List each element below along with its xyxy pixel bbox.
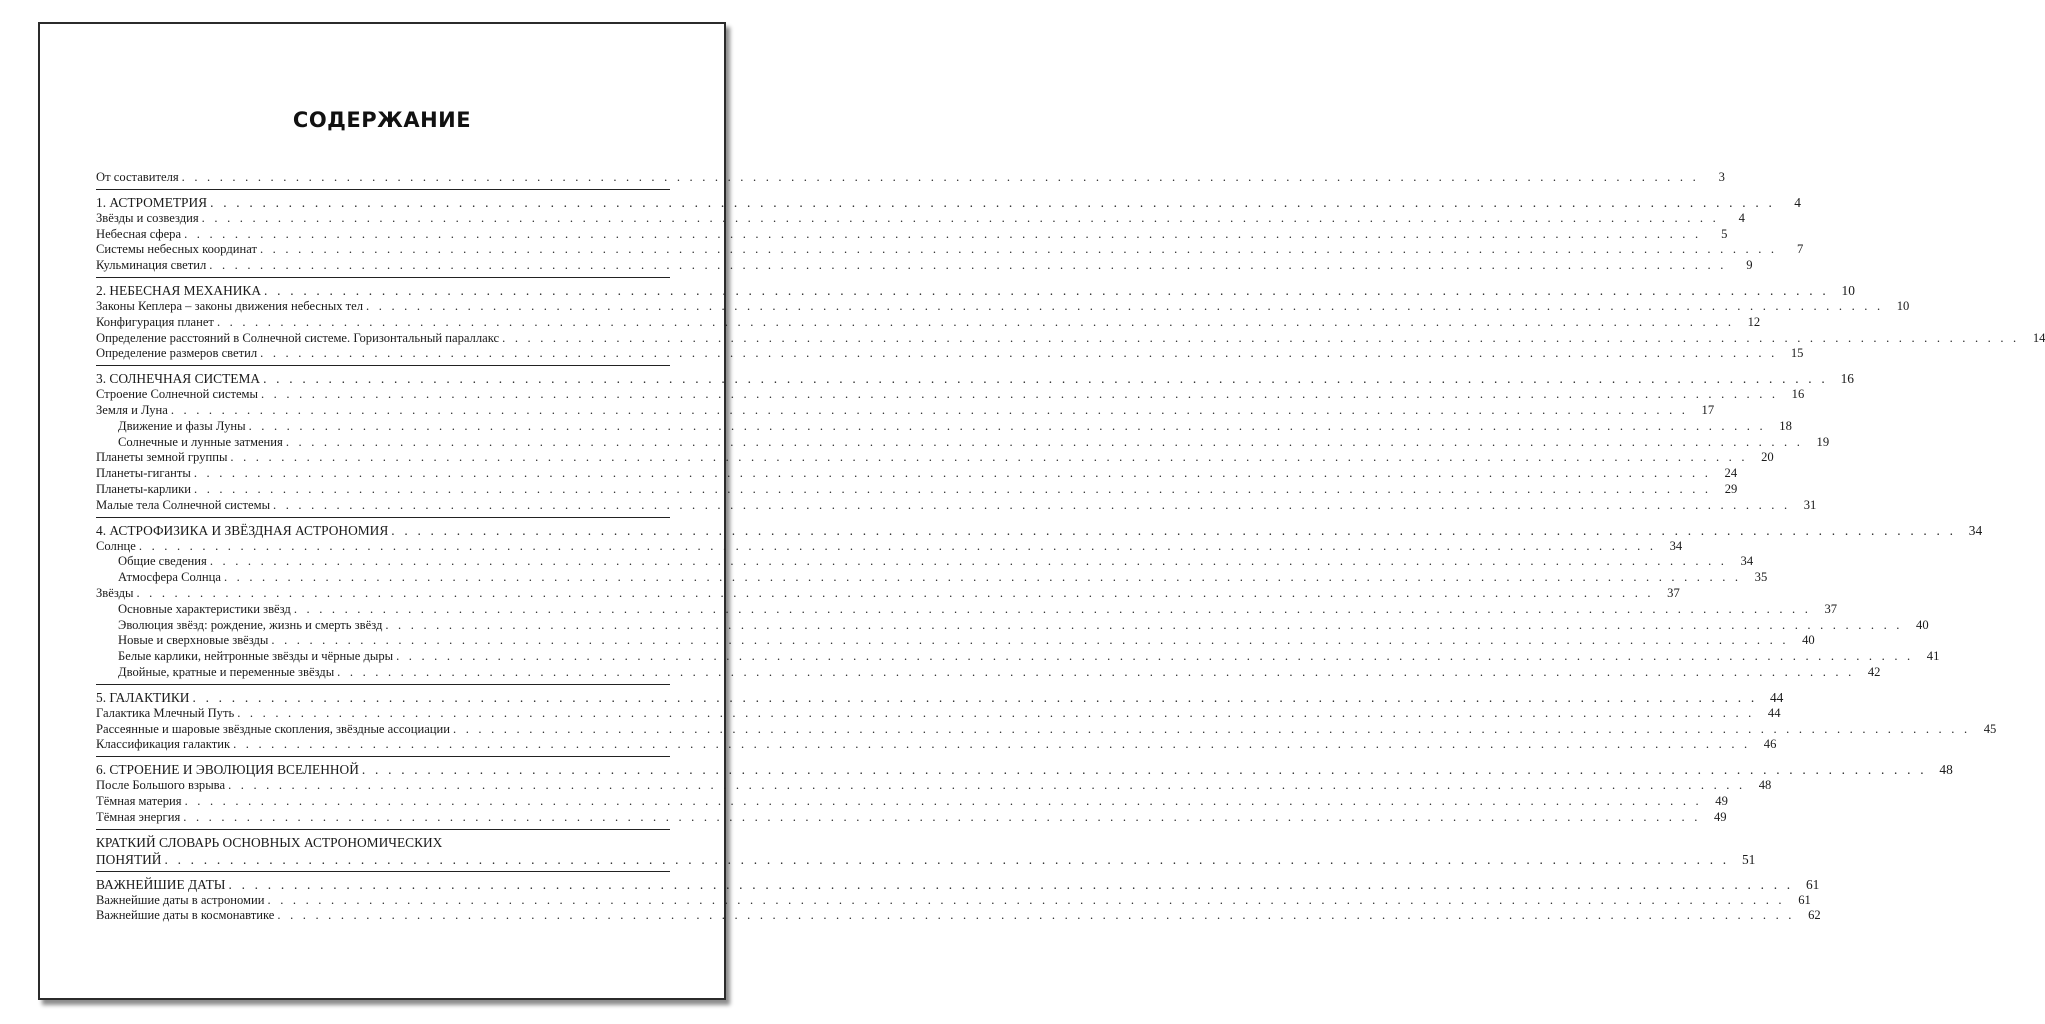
- toc-page-number: 42: [1867, 664, 1881, 679]
- document-page: [38, 22, 2045, 1000]
- toc-entry: [96, 402, 1715, 419]
- toc-entry: [96, 466, 1738, 482]
- toc-entry-label: ПОНЯТИЙ: [96, 851, 162, 867]
- toc-entry: [96, 258, 1753, 274]
- toc-entry: [96, 705, 1781, 722]
- toc-entry: [96, 170, 1725, 186]
- toc-page-number: 44: [1769, 689, 1784, 705]
- toc-page-number: 5: [1721, 226, 1728, 241]
- dot-leader: . . . . . . . . . . . . . . . . . . . . . . . . . . . . . . . . . . . . . . . . . . . . . . . . . . . . . . . . . . . . . . . . . . . . . . . . . . . . . . . . . . . . . . . . . . . . . . . . . . . . . . . . . . . . . . . . . . . . . . . .: [361, 762, 1927, 778]
- toc-page-number: 9: [1746, 258, 1753, 273]
- dot-leader: . . . . . . . . . . . . . . . . . . . . . . . . . . . . . . . . . . . . . . . . . . . . . . . . . . . . . . . . . . . . . . . . . . . . . . . . . . . . . . . . . . . . . . . . . . . . . . . . . . . . . . . . . . . . . . . . . . . . . . . .: [248, 418, 1766, 433]
- dot-leader: . . . . . . . . . . . . . . . . . . . . . . . . . . . . . . . . . . . . . . . . . . . . . . . . . . . . . . . . . . . . . . . . . . . . . . . . . . . . . . . . . . . . . . . . . . . . . . . . . . . . . . . . . . . . . . . . . . . . . . . .: [396, 649, 1914, 664]
- toc-entry: [96, 908, 1821, 924]
- toc-entry-label: Важнейшие даты в космонавтике: [96, 908, 275, 923]
- dot-leader: . . . . . . . . . . . . . . . . . . . . . . . . . . . . . . . . . . . . . . . . . . . . . . . . . . . . . . . . . . . . . . . . . . . . . . . . . . . . . . . . . . . . . . . . . . . . . . . . . . . . . . . . . . . . . . . . . . . . . . . .: [233, 737, 1751, 752]
- toc-entry-label: Новые и сверхновые звёзды: [118, 633, 269, 648]
- toc-page-number: 61: [1798, 892, 1811, 907]
- dot-leader: . . . . . . . . . . . . . . . . . . . . . . . . . . . . . . . . . . . . . . . . . . . . . . . . . . . . . . . . . . . . . . . . . . . . . . . . . . . . . . . . . . . . . . . . . . . . . . . . . . . . . . . . . . . . . . . . . . . . . . . .: [192, 689, 1758, 705]
- toc-entry-label: Системы небесных координат: [96, 242, 257, 257]
- toc-page-number: 31: [1803, 497, 1817, 512]
- toc-entry: [96, 617, 1929, 634]
- dot-leader: . . . . . . . . . . . . . . . . . . . . . . . . . . . . . . . . . . . . . . . . . . . . . . . . . . . . . . . . . . . . . . . . . . . . . . . . . . . . . . . . . . . . . . . . . . . . . . . . . . . . . . . . . . . . . . . . . . . . . . . .: [184, 793, 1702, 808]
- toc-entry: [96, 434, 1830, 451]
- toc-entry: [96, 210, 1745, 227]
- toc-section: [96, 876, 1821, 928]
- toc-section: [96, 522, 1983, 685]
- toc-entry-label: ВАЖНЕЙШИЕ ДАТЫ: [96, 876, 226, 892]
- dot-leader: . . . . . . . . . . . . . . . . . . . . . . . . . . . . . . . . . . . . . . . . . . . . . . . . . . . . . . . . . . . . . . . . . . . . . . . . . . . . . . . . . . . . . . . . . . . . . . . . . . . . . . . . . . . . . . . . . . . . . . . .: [181, 170, 1699, 184]
- toc-heading-entry: [96, 876, 1820, 893]
- toc-entry: [96, 538, 1683, 555]
- toc-entry-label: Солнце: [96, 538, 136, 553]
- toc-page-number: 37: [1824, 601, 1838, 616]
- toc-entry: [96, 721, 1997, 738]
- dot-leader: . . . . . . . . . . . . . . . . . . . . . . . . . . . . . . . . . . . . . . . . . . . . . . . . . . . . . . . . . . . . . . . . . . . . . . . . . . . . . . . . . . . . . . . . . . . . . . . . . . . . . . . . . . . . . . . . . . . . . . . .: [170, 402, 1689, 417]
- toc-entry: [96, 481, 1738, 498]
- toc-entry: [96, 809, 1727, 826]
- toc-page-number: 34: [1669, 538, 1683, 553]
- dot-leader: . . . . . . . . . . . . . . . . . . . . . . . . . . . . . . . . . . . . . . . . . . . . . . . . . . . . . . . . . . . . . . . . . . . . . . . . . . . . . . . . . . . . . . . . . . . . . . . . . . . . . . . . . . . . . . . . . . . . . . . .: [209, 258, 1727, 273]
- toc-page-number: 18: [1779, 418, 1792, 433]
- table-of-contents: [96, 170, 2045, 931]
- toc-page-number: 16: [1791, 387, 1805, 402]
- toc-entry: [96, 330, 2045, 347]
- toc-page-number: 14: [2032, 330, 2045, 345]
- dot-leader: . . . . . . . . . . . . . . . . . . . . . . . . . . . . . . . . . . . . . . . . . . . . . . . . . . . . . . . . . . . . . . . . . . . . . . . . . . . . . . . . . . . . . . . . . . . . . . . . . . . . . . . . . . . . . . . . . . . . . . . .: [366, 298, 1884, 313]
- toc-heading-entry: [96, 370, 1854, 387]
- toc-page-number: 4: [1794, 194, 1801, 210]
- toc-entry-label: Солнечные и лунные затмения: [118, 434, 283, 449]
- toc-entry: [96, 585, 1680, 602]
- dot-leader: . . . . . . . . . . . . . . . . . . . . . . . . . . . . . . . . . . . . . . . . . . . . . . . . . . . . . . . . . . . . . . . . . . . . . . . . . . . . . . . . . . . . . . . . . . . . . . . . . . . . . . . . . . . . . . . . . . . . . . . .: [271, 633, 1789, 648]
- dot-leader: . . . . . . . . . . . . . . . . . . . . . . . . . . . . . . . . . . . . . . . . . . . . . . . . . . . . . . . . . . . . . . . . . . . . . . . . . . . . . . . . . . . . . . . . . . . . . . . . . . . . . . . . . . . . . . . . . . . . . . . .: [216, 314, 1735, 329]
- toc-entry-label: Важнейшие даты в астрономии: [96, 892, 265, 907]
- toc-entry: [96, 226, 1728, 243]
- toc-page-number: 44: [1767, 705, 1781, 720]
- toc-page-number: 34: [1740, 554, 1754, 569]
- dot-leader: . . . . . . . . . . . . . . . . . . . . . . . . . . . . . . . . . . . . . . . . . . . . . . . . . . . . . . . . . . . . . . . . . . . . . . . . . . . . . . . . . . . . . . . . . . . . . . . . . . . . . . . . . . . . . . . . . . . . . . . .: [264, 282, 1829, 298]
- toc-section: [96, 282, 2045, 366]
- toc-heading-entry: [96, 761, 1953, 778]
- dot-leader: . . . . . . . . . . . . . . . . . . . . . . . . . . . . . . . . . . . . . . . . . . . . . . . . . . . . . . . . . . . . . . . . . . . . . . . . . . . . . . . . . . . . . . . . . . . . . . . . . . . . . . . . . . . . . . . . . . . . . . . .: [228, 778, 1746, 793]
- toc-section: [96, 761, 1953, 829]
- toc-page-number: 49: [1715, 793, 1728, 808]
- dot-leader: . . . . . . . . . . . . . . . . . . . . . . . . . . . . . . . . . . . . . . . . . . . . . . . . . . . . . . . . . . . . . . . . . . . . . . . . . . . . . . . . . . . . . . . . . . . . . . . . . . . . . . . . . . . . . . . . . . . . . . . .: [183, 809, 1701, 824]
- toc-entry-label: Планеты-карлики: [96, 481, 191, 496]
- dot-leader: . . . . . . . . . . . . . . . . . . . . . . . . . . . . . . . . . . . . . . . . . . . . . . . . . . . . . . . . . . . . . . . . . . . . . . . . . . . . . . . . . . . . . . . . . . . . . . . . . . . . . . . . . . . . . . . . . . . . . . . .: [453, 721, 1971, 736]
- toc-entry-label: Движение и фазы Луны: [118, 418, 246, 433]
- toc-section: [96, 194, 1804, 278]
- toc-page-number: 24: [1724, 466, 1738, 481]
- dot-leader: . . . . . . . . . . . . . . . . . . . . . . . . . . . . . . . . . . . . . . . . . . . . . . . . . . . . . . . . . . . . . . . . . . . . . . . . . . . . . . . . . . . . . . . . . . . . . . . . . . . . . . . . . . . . . . . . . . . . . . . .: [337, 664, 1855, 679]
- toc-page-number: 3: [1718, 170, 1725, 184]
- toc-entry-label: 4. АСТРОФИЗИКА И ЗВЁЗДНАЯ АСТРОНОМИЯ: [96, 522, 389, 538]
- toc-page-number: 45: [1983, 721, 1997, 736]
- toc-entry-label: Белые карлики, нейтронные звёзды и чёрные дыры: [118, 649, 394, 664]
- dot-leader: . . . . . . . . . . . . . . . . . . . . . . . . . . . . . . . . . . . . . . . . . . . . . . . . . . . . . . . . . . . . . . . . . . . . . . . . . . . . . . . . . . . . . . . . . . . . . . . . . . . . . . . . . . . . . . . . . . . . . . . .: [136, 585, 1654, 600]
- dot-leader: . . . . . . . . . . . . . . . . . . . . . . . . . . . . . . . . . . . . . . . . . . . . . . . . . . . . . . . . . . . . . . . . . . . . . . . . . . . . . . . . . . . . . . . . . . . . . . . . . . . . . . . . . . . . . . . . . . . . . . . .: [228, 876, 1794, 892]
- dot-leader: . . . . . . . . . . . . . . . . . . . . . . . . . . . . . . . . . . . . . . . . . . . . . . . . . . . . . . . . . . . . . . . . . . . . . . . . . . . . . . . . . . . . . . . . . . . . . . . . . . . . . . . . . . . . . . . . . . . . . . . .: [277, 908, 1795, 923]
- toc-entry: [96, 892, 1811, 909]
- toc-page-number: 4: [1738, 210, 1745, 225]
- toc-page-number: 37: [1667, 585, 1680, 600]
- toc-entry-label: Эволюция звёзд: рождение, жизнь и смерть звёзд: [118, 617, 383, 632]
- toc-entry-label: Конфигурация планет: [96, 314, 214, 329]
- toc-entry: [96, 601, 1838, 618]
- toc-page-number: 51: [1741, 851, 1756, 867]
- toc-entry-label: Звёзды и созвездия: [96, 210, 199, 225]
- dot-leader: . . . . . . . . . . . . . . . . . . . . . . . . . . . . . . . . . . . . . . . . . . . . . . . . . . . . . . . . . . . . . . . . . . . . . . . . . . . . . . . . . . . . . . . . . . . . . . . . . . . . . . . . . . . . . . . . . . . . . . . .: [201, 210, 1719, 225]
- toc-entry: [96, 314, 1761, 331]
- dot-leader: . . . . . . . . . . . . . . . . . . . . . . . . . . . . . . . . . . . . . . . . . . . . . . . . . . . . . . . . . . . . . . . . . . . . . . . . . . . . . . . . . . . . . . . . . . . . . . . . . . . . . . . . . . . . . . . . . . . . . . . .: [273, 497, 1791, 512]
- toc-entry: [96, 633, 1815, 649]
- toc-entry: [96, 649, 1940, 665]
- dot-leader: . . . . . . . . . . . . . . . . . . . . . . . . . . . . . . . . . . . . . . . . . . . . . . . . . . . . . . . . . . . . . . . . . . . . . . . . . . . . . . . . . . . . . . . . . . . . . . . . . . . . . . . . . . . . . . . . . . . . . . . .: [193, 466, 1712, 481]
- toc-entry-label: Определение размеров светил: [96, 346, 258, 361]
- toc-entry-label: Планеты земной группы: [96, 450, 228, 465]
- toc-section: [96, 834, 1756, 872]
- dot-leader: . . . . . . . . . . . . . . . . . . . . . . . . . . . . . . . . . . . . . . . . . . . . . . . . . . . . . . . . . . . . . . . . . . . . . . . . . . . . . . . . . . . . . . . . . . . . . . . . . . . . . . . . . . . . . . . . . . . . . . . .: [184, 226, 1702, 241]
- toc-page-number: 10: [1841, 282, 1855, 298]
- toc-entry-label: 5. ГАЛАКТИКИ: [96, 689, 190, 705]
- toc-entry: [96, 497, 1817, 514]
- dot-leader: . . . . . . . . . . . . . . . . . . . . . . . . . . . . . . . . . . . . . . . . . . . . . . . . . . . . . . . . . . . . . . . . . . . . . . . . . . . . . . . . . . . . . . . . . . . . . . . . . . . . . . . . . . . . . . . . . . . . . . . .: [209, 554, 1728, 569]
- toc-entry: [96, 346, 1804, 362]
- dot-leader: . . . . . . . . . . . . . . . . . . . . . . . . . . . . . . . . . . . . . . . . . . . . . . . . . . . . . . . . . . . . . . . . . . . . . . . . . . . . . . . . . . . . . . . . . . . . . . . . . . . . . . . . . . . . . . . . . . . . . . . .: [230, 450, 1748, 465]
- dot-leader: . . . . . . . . . . . . . . . . . . . . . . . . . . . . . . . . . . . . . . . . . . . . . . . . . . . . . . . . . . . . . . . . . . . . . . . . . . . . . . . . . . . . . . . . . . . . . . . . . . . . . . . . . . . . . . . . . . . . . . . .: [267, 892, 1785, 907]
- toc-entry: [96, 387, 1805, 403]
- toc-entry-label: 3. СОЛНЕЧНАЯ СИСТЕМА: [96, 371, 261, 387]
- dot-leader: . . . . . . . . . . . . . . . . . . . . . . . . . . . . . . . . . . . . . . . . . . . . . . . . . . . . . . . . . . . . . . . . . . . . . . . . . . . . . . . . . . . . . . . . . . . . . . . . . . . . . . . . . . . . . . . . . . . . . . . .: [502, 330, 2020, 345]
- toc-heading-entry: [96, 522, 1983, 539]
- dot-leader: . . . . . . . . . . . . . . . . . . . . . . . . . . . . . . . . . . . . . . . . . . . . . . . . . . . . . . . . . . . . . . . . . . . . . . . . . . . . . . . . . . . . . . . . . . . . . . . . . . . . . . . . . . . . . . . . . . . . . . . .: [194, 481, 1712, 496]
- toc-entry-label: Планеты-гиганты: [96, 466, 191, 481]
- toc-entry: [96, 778, 1772, 794]
- toc-entry-label: 6. СТРОЕНИЕ И ЭВОЛЮЦИЯ ВСЕЛЕННОЙ: [96, 762, 359, 778]
- toc-page-number: 48: [1939, 762, 1953, 778]
- toc-page-number: 61: [1805, 876, 1820, 892]
- toc-entry-label: Атмосфера Солнца: [118, 570, 221, 585]
- dot-leader: . . . . . . . . . . . . . . . . . . . . . . . . . . . . . . . . . . . . . . . . . . . . . . . . . . . . . . . . . . . . . . . . . . . . . . . . . . . . . . . . . . . . . . . . . . . . . . . . . . . . . . . . . . . . . . . . . . . . . . . .: [293, 601, 1812, 616]
- toc-page-number: 49: [1713, 809, 1727, 824]
- toc-entry-label: Общие сведения: [118, 554, 207, 569]
- toc-section: [96, 689, 1997, 757]
- toc-page-number: 17: [1701, 402, 1715, 417]
- dot-leader: . . . . . . . . . . . . . . . . . . . . . . . . . . . . . . . . . . . . . . . . . . . . . . . . . . . . . . . . . . . . . . . . . . . . . . . . . . . . . . . . . . . . . . . . . . . . . . . . . . . . . . . . . . . . . . . . . . . . . . . .: [385, 617, 1903, 632]
- toc-page-number: 41: [1926, 649, 1940, 664]
- toc-heading-entry: [96, 851, 1756, 868]
- toc-page-number: 29: [1724, 481, 1738, 496]
- dot-leader: . . . . . . . . . . . . . . . . . . . . . . . . . . . . . . . . . . . . . . . . . . . . . . . . . . . . . . . . . . . . . . . . . . . . . . . . . . . . . . . . . . . . . . . . . . . . . . . . . . . . . . . . . . . . . . . . . . . . . . . .: [260, 387, 1779, 402]
- toc-entry-label: Основные характеристики звёзд: [118, 601, 291, 616]
- toc-entry-label: 1. АСТРОМЕТРИЯ: [96, 194, 208, 210]
- dot-leader: . . . . . . . . . . . . . . . . . . . . . . . . . . . . . . . . . . . . . . . . . . . . . . . . . . . . . . . . . . . . . . . . . . . . . . . . . . . . . . . . . . . . . . . . . . . . . . . . . . . . . . . . . . . . . . . . . . . . . . . .: [259, 242, 1778, 257]
- toc-entry-label: Галактика Млечный Путь: [96, 705, 235, 720]
- toc-entry-label: От составителя: [96, 170, 179, 184]
- toc-entry: [96, 737, 1777, 753]
- toc-entry-label: 2. НЕБЕСНАЯ МЕХАНИКА: [96, 282, 262, 298]
- toc-entry: [96, 664, 1881, 681]
- toc-page-number: 40: [1802, 633, 1815, 648]
- toc-heading-entry: [96, 689, 1784, 706]
- toc-entry-label: Кульминация светил: [96, 258, 207, 273]
- toc-page-number: 46: [1763, 737, 1777, 752]
- dot-leader: . . . . . . . . . . . . . . . . . . . . . . . . . . . . . . . . . . . . . . . . . . . . . . . . . . . . . . . . . . . . . . . . . . . . . . . . . . . . . . . . . . . . . . . . . . . . . . . . . . . . . . . . . . . . . . . . . . . . . . . .: [260, 346, 1778, 361]
- toc-section: [96, 170, 1725, 190]
- toc-entry-label: Земля и Луна: [96, 402, 168, 417]
- toc-page-number: 40: [1916, 617, 1929, 632]
- toc-page-number: 7: [1796, 242, 1804, 257]
- toc-entry-label: Классификация галактик: [96, 737, 231, 752]
- toc-page-number: 35: [1754, 570, 1768, 585]
- toc-page-number: 48: [1758, 778, 1772, 793]
- dot-leader: . . . . . . . . . . . . . . . . . . . . . . . . . . . . . . . . . . . . . . . . . . . . . . . . . . . . . . . . . . . . . . . . . . . . . . . . . . . . . . . . . . . . . . . . . . . . . . . . . . . . . . . . . . . . . . . . . . . . . . . .: [237, 705, 1755, 720]
- toc-section: [96, 370, 1854, 517]
- toc-heading-entry: [96, 282, 1855, 299]
- toc-entry: [96, 298, 1910, 315]
- toc-entry-label: Законы Кеплера – законы движения небесных тел: [96, 298, 364, 313]
- toc-entry-label: Небесная сфера: [96, 226, 182, 241]
- dot-leader: . . . . . . . . . . . . . . . . . . . . . . . . . . . . . . . . . . . . . . . . . . . . . . . . . . . . . . . . . . . . . . . . . . . . . . . . . . . . . . . . . . . . . . . . . . . . . . . . . . . . . . . . . . . . . . . . . . . . . . . .: [210, 194, 1775, 210]
- toc-entry-label: Двойные, кратные и переменные звёзды: [118, 664, 335, 679]
- toc-entry-label: Звёзды: [96, 585, 134, 600]
- page-title: СОДЕРЖАНИЕ: [292, 108, 472, 132]
- toc-page-number: 62: [1808, 908, 1821, 923]
- toc-entry: [96, 793, 1728, 810]
- toc-entry: [96, 570, 1768, 586]
- toc-entry: [96, 418, 1792, 435]
- toc-page-number: 34: [1968, 522, 1983, 538]
- dot-leader: . . . . . . . . . . . . . . . . . . . . . . . . . . . . . . . . . . . . . . . . . . . . . . . . . . . . . . . . . . . . . . . . . . . . . . . . . . . . . . . . . . . . . . . . . . . . . . . . . . . . . . . . . . . . . . . . . . . . . . . .: [391, 522, 1957, 538]
- toc-heading-entry: [96, 194, 1801, 211]
- toc-entry-label: Тёмная энергия: [96, 809, 181, 824]
- toc-entry: [96, 450, 1774, 466]
- toc-page-number: 10: [1896, 298, 1910, 313]
- toc-entry-label: После Большого взрыва: [96, 778, 226, 793]
- dot-leader: . . . . . . . . . . . . . . . . . . . . . . . . . . . . . . . . . . . . . . . . . . . . . . . . . . . . . . . . . . . . . . . . . . . . . . . . . . . . . . . . . . . . . . . . . . . . . . . . . . . . . . . . . . . . . . . . . . . . . . . .: [223, 570, 1742, 585]
- toc-page-number: 12: [1747, 314, 1761, 329]
- toc-entry: [96, 834, 670, 851]
- dot-leader: . . . . . . . . . . . . . . . . . . . . . . . . . . . . . . . . . . . . . . . . . . . . . . . . . . . . . . . . . . . . . . . . . . . . . . . . . . . . . . . . . . . . . . . . . . . . . . . . . . . . . . . . . . . . . . . . . . . . . . . .: [285, 434, 1804, 449]
- dot-leader: . . . . . . . . . . . . . . . . . . . . . . . . . . . . . . . . . . . . . . . . . . . . . . . . . . . . . . . . . . . . . . . . . . . . . . . . . . . . . . . . . . . . . . . . . . . . . . . . . . . . . . . . . . . . . . . . . . . . . . . .: [138, 538, 1657, 553]
- toc-entry-label: КРАТКИЙ СЛОВАРЬ ОСНОВНЫХ АСТРОНОМИЧЕСКИХ: [96, 834, 443, 850]
- toc-entry-label: Рассеянные и шаровые звёздные скопления, звёздные ассоциации: [96, 721, 451, 736]
- toc-page-number: 20: [1761, 450, 1774, 465]
- toc-page-number: 19: [1816, 434, 1830, 449]
- dot-leader: . . . . . . . . . . . . . . . . . . . . . . . . . . . . . . . . . . . . . . . . . . . . . . . . . . . . . . . . . . . . . . . . . . . . . . . . . . . . . . . . . . . . . . . . . . . . . . . . . . . . . . . . . . . . . . . . . . . . . . . .: [164, 851, 1730, 867]
- toc-page-number: 16: [1840, 371, 1854, 387]
- toc-entry-label: Малые тела Солнечной системы: [96, 497, 271, 512]
- toc-page-number: 15: [1790, 346, 1804, 361]
- toc-entry: [96, 554, 1754, 570]
- toc-entry-label: Определение расстояний в Солнечной системе. Горизонтальный параллакс: [96, 330, 500, 345]
- dot-leader: . . . . . . . . . . . . . . . . . . . . . . . . . . . . . . . . . . . . . . . . . . . . . . . . . . . . . . . . . . . . . . . . . . . . . . . . . . . . . . . . . . . . . . . . . . . . . . . . . . . . . . . . . . . . . . . . . . . . . . . .: [263, 371, 1828, 387]
- toc-entry-label: Тёмная материя: [96, 793, 182, 808]
- toc-entry-label: Строение Солнечной системы: [96, 387, 258, 402]
- toc-entry: [96, 242, 1804, 258]
